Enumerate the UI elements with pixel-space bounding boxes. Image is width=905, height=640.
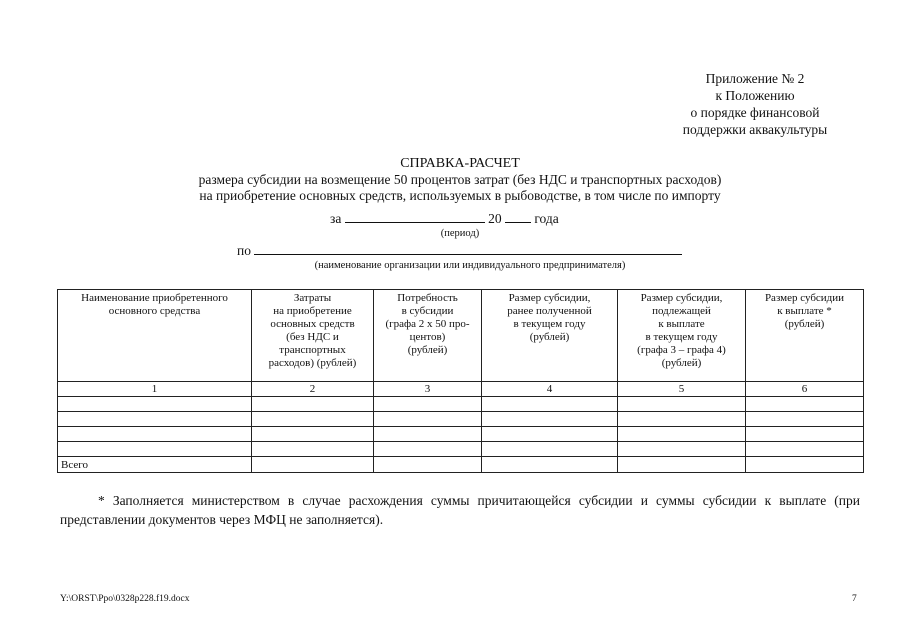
table-cell[interactable] (374, 442, 482, 457)
column-number: 5 (618, 382, 746, 397)
column-number: 6 (746, 382, 864, 397)
header-line: Размер субсидии, (640, 292, 723, 304)
table-cell[interactable] (58, 427, 252, 442)
period-suffix: года (534, 211, 559, 226)
header-line: Наименование приобретенного (81, 292, 228, 304)
table-cell[interactable] (618, 457, 746, 473)
appendix-header (640, 70, 870, 138)
header-line: (рублей) (407, 344, 448, 356)
header-line: к выплате (658, 318, 705, 330)
appendix-line-2: к Положению (715, 88, 795, 103)
organization-caption: (наименование организации или индивидуального предпринимателя) (314, 260, 626, 271)
period-caption: (период) (440, 228, 480, 239)
header-line: расходов) (рублей) (268, 357, 357, 369)
header-line: Размер субсидии, (508, 292, 591, 304)
table-cell[interactable] (746, 457, 864, 473)
column-number: 2 (252, 382, 374, 397)
header-line: Затраты (293, 292, 332, 304)
table-cell[interactable] (58, 412, 252, 427)
total-row (58, 457, 864, 473)
header-line: (рублей) (661, 357, 702, 369)
appendix-line-4: поддержки аквакультуры (682, 122, 828, 137)
table-row (58, 442, 864, 457)
column-number: 3 (374, 382, 482, 397)
table-cell[interactable] (58, 442, 252, 457)
header-line: в текущем году (513, 318, 586, 330)
header-line: центов) (409, 331, 446, 343)
table-cell[interactable] (482, 412, 618, 427)
header-item-name (58, 290, 252, 382)
table-cell[interactable] (482, 427, 618, 442)
calculation-table (57, 289, 864, 473)
header-line: (графа 2 х 50 про- (385, 318, 470, 330)
header-line: транспортных (279, 344, 346, 356)
table-row (58, 427, 864, 442)
table-cell[interactable] (618, 412, 746, 427)
header-line: ранее полученной (507, 305, 592, 317)
footer-file-path: Y:\ORST\Ppo\0328p228.f19.docx (60, 594, 190, 604)
table-cell[interactable] (482, 457, 618, 473)
table-cell[interactable] (746, 427, 864, 442)
period-blank-field[interactable] (345, 210, 485, 223)
header-line: (графа 3 – графа 4) (637, 344, 726, 356)
header-payable (746, 290, 864, 382)
header-line: на приобретение (273, 305, 352, 317)
table-cell[interactable] (746, 397, 864, 412)
table-header-row (58, 290, 864, 382)
header-line: к выплате * (777, 305, 832, 317)
table-cell[interactable] (482, 442, 618, 457)
table-cell[interactable] (482, 397, 618, 412)
period-row (330, 210, 600, 227)
table-cell[interactable] (374, 457, 482, 473)
table-cell[interactable] (374, 397, 482, 412)
page-number: 7 (852, 594, 857, 604)
header-line: подлежащей (652, 305, 711, 317)
period-year-prefix: 20 (488, 211, 502, 226)
column-number-row (58, 382, 864, 397)
table-cell[interactable] (618, 442, 746, 457)
column-number: 4 (482, 382, 618, 397)
header-line: Размер субсидии (764, 292, 845, 304)
table-cell[interactable] (374, 427, 482, 442)
organization-row (237, 242, 697, 259)
table-cell[interactable] (746, 412, 864, 427)
document-subtitle-line-2: на приобретение основных средств, используемых в рыбоводстве, в том числе по импорту (199, 188, 721, 203)
header-payable-current-year (618, 290, 746, 382)
header-subsidy-need (374, 290, 482, 382)
table-row (58, 397, 864, 412)
table-cell[interactable] (746, 442, 864, 457)
organization-blank-field[interactable] (254, 242, 682, 255)
appendix-line-3: о порядке финансовой (690, 105, 820, 120)
document-heading (100, 156, 820, 204)
document-title: СПРАВКА-РАСЧЕТ (400, 156, 520, 171)
header-line: (рублей) (529, 331, 570, 343)
table-cell[interactable] (58, 397, 252, 412)
table-cell[interactable] (252, 442, 374, 457)
column-number: 1 (58, 382, 252, 397)
header-line: в субсидии (401, 305, 454, 317)
appendix-line-1: Приложение № 2 (705, 71, 805, 86)
header-line: (рублей) (784, 318, 825, 330)
header-line: Потребность (397, 292, 458, 304)
header-line: основного средства (108, 305, 201, 317)
header-line: в текущем году (645, 331, 718, 343)
total-label: Всего (58, 457, 252, 473)
header-line: основных средств (270, 318, 355, 330)
table-row (58, 412, 864, 427)
header-previously-received (482, 290, 618, 382)
period-prefix: за (330, 211, 342, 226)
table-cell[interactable] (374, 412, 482, 427)
table-cell[interactable] (618, 427, 746, 442)
table-cell[interactable] (252, 397, 374, 412)
document-subtitle-line-1: размера субсидии на возмещение 50 процентов затрат (без НДС и транспортных расходов) (198, 172, 722, 187)
table-cell[interactable] (618, 397, 746, 412)
table-cell[interactable] (252, 412, 374, 427)
footnote: * Заполняется министерством в случае расхождения суммы причитающейся субсидии и суммы субсидии к выплате (при представлении документов через МФЦ не заполняется). (60, 493, 860, 527)
period-year-blank-field[interactable] (505, 210, 531, 223)
table-cell[interactable] (252, 457, 374, 473)
header-costs (252, 290, 374, 382)
organization-prefix: по (237, 243, 251, 258)
table-cell[interactable] (252, 427, 374, 442)
header-line: (без НДС и (286, 331, 339, 343)
